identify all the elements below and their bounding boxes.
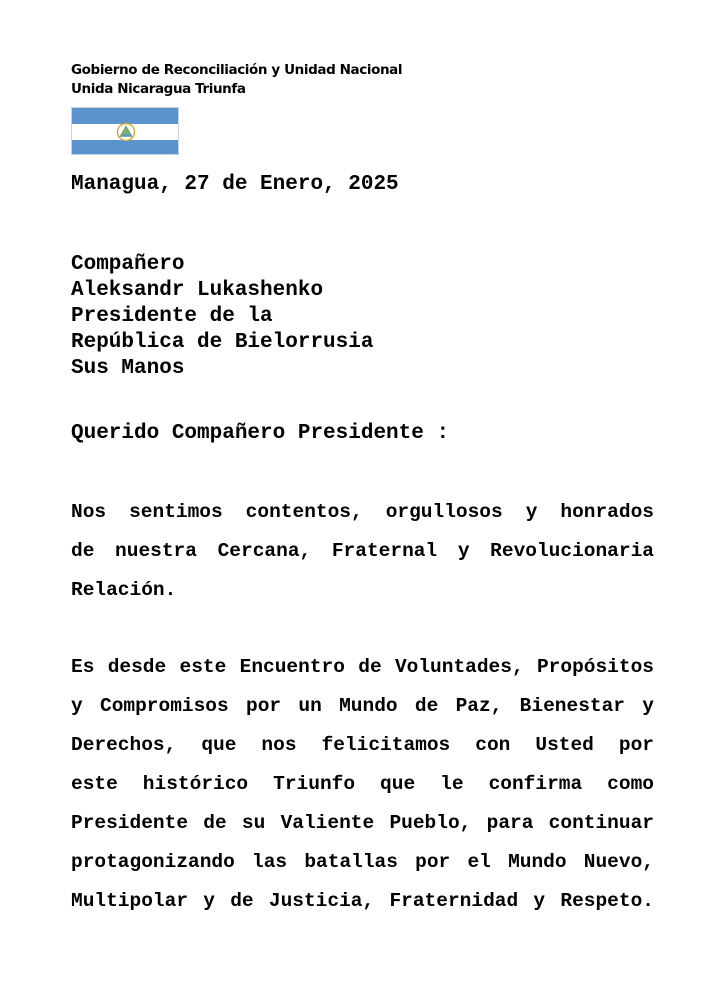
paragraph-line: Presidente de su Valiente Pueblo, para continuar bbox=[71, 812, 654, 834]
paragraph-line: Relación. bbox=[71, 579, 177, 601]
letterhead-government-name: Gobierno de Reconciliación y Unidad Nacional bbox=[71, 62, 403, 78]
paragraph-line: Nos sentimos contentos, orgullosos y honrados bbox=[71, 501, 654, 523]
addressee-line: Compañero bbox=[71, 253, 185, 276]
letterhead-slogan: Unida Nicaragua Triunfa bbox=[71, 81, 246, 97]
addressee-line: Presidente de la bbox=[71, 305, 273, 328]
addressee-line: Sus Manos bbox=[71, 357, 185, 380]
addressee-line: Aleksandr Lukashenko bbox=[71, 279, 324, 302]
addressee-block bbox=[71, 252, 373, 382]
paragraph-line: y Compromisos por un Mundo de Paz, Bienestar y bbox=[71, 695, 654, 717]
salutation: Querido Compañero Presidente : bbox=[71, 422, 450, 445]
paragraph-line: de nuestra Cercana, Fraternal y Revolucionaria bbox=[71, 540, 654, 562]
flag-bottom-band bbox=[72, 140, 178, 155]
nicaragua-flag bbox=[71, 107, 179, 155]
nicaragua-coat-of-arms-icon bbox=[115, 122, 137, 142]
paragraph-line: Derechos, que nos felicitamos con Usted por bbox=[71, 734, 654, 756]
paragraph-line: este histórico Triunfo que le confirma como bbox=[71, 773, 654, 795]
paragraph-line: Es desde este Encuentro de Voluntades, Propósitos bbox=[71, 656, 654, 678]
paragraph-line: protagonizando las batallas por el Mundo Nuevo, bbox=[71, 851, 654, 873]
letterhead bbox=[71, 61, 402, 99]
paragraph-2 bbox=[71, 648, 654, 921]
paragraph-line: Multipolar y de Justicia, Fraternidad y Respeto. bbox=[71, 890, 654, 912]
paragraph-1 bbox=[71, 493, 654, 610]
letter-date: Managua, 27 de Enero, 2025 bbox=[71, 173, 399, 196]
addressee-line: República de Bielorrusia bbox=[71, 331, 374, 354]
